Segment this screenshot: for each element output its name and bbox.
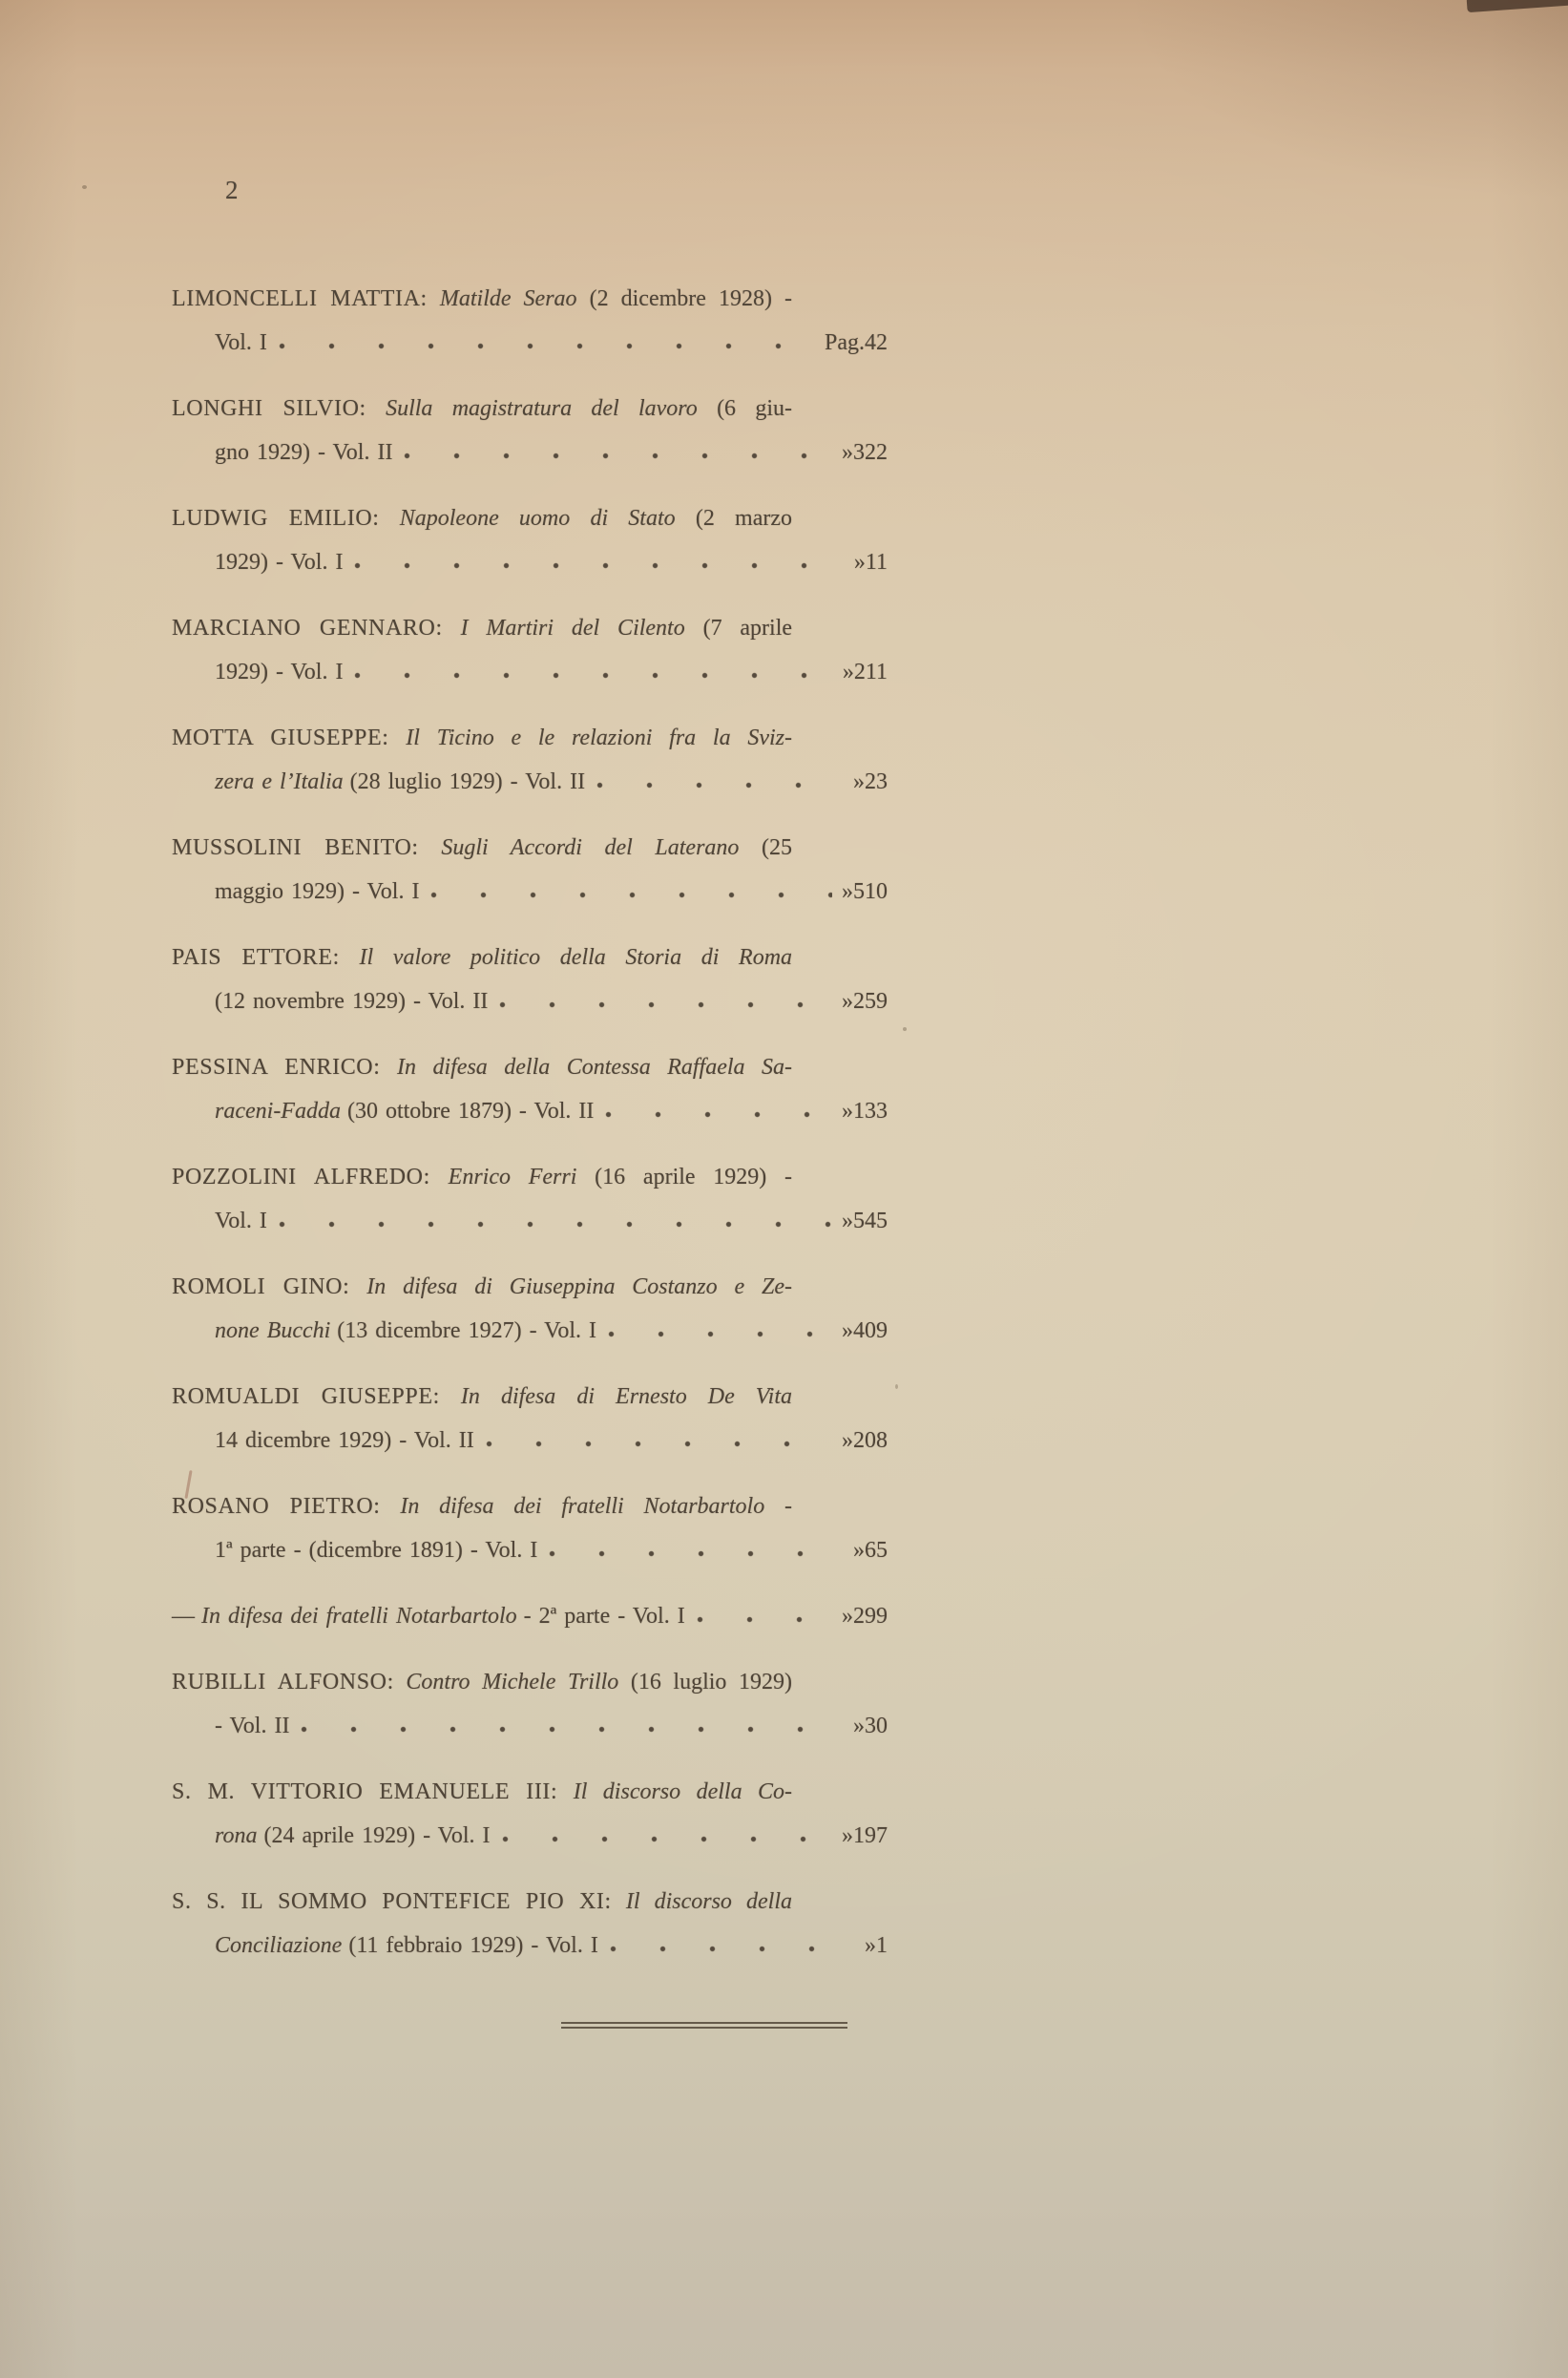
entry-line2	[215, 540, 888, 584]
toc-entry	[172, 936, 888, 1023]
entry-title: Il valore politico della Storia di Roma	[359, 945, 793, 970]
entry-title: In difesa di Ernesto De Vita	[460, 1384, 792, 1409]
entry-date: (16 aprile 1929) -	[595, 1165, 793, 1189]
entry-line1	[172, 1484, 792, 1528]
entry-title: Sugli Accordi del Laterano	[441, 835, 740, 860]
toc-list	[172, 277, 888, 1989]
page-ref-label: »	[842, 660, 854, 684]
entry-line2	[215, 1309, 888, 1353]
page-ref-number: 211	[853, 660, 888, 684]
entry-title-continued: In difesa dei fratelli Notarbartolo	[201, 1604, 517, 1629]
page-ref-number: 208	[853, 1428, 888, 1453]
entry-volume: (13 dicembre 1927) - Vol. I	[337, 1318, 597, 1343]
entry-author: LUDWIG EMILIO:	[172, 506, 380, 531]
toc-entry	[172, 1375, 888, 1463]
entry-line2	[215, 431, 888, 474]
toc-entry	[172, 1660, 888, 1748]
entry-title: In difesa dei fratelli Notarbartolo -	[400, 1494, 792, 1519]
page-ref-label: »	[853, 769, 865, 794]
page-ref-number: 23	[865, 769, 888, 794]
entry-line1	[172, 1045, 792, 1089]
entry-line2	[215, 1814, 888, 1858]
dot-leader	[549, 1550, 844, 1557]
page-ref-number: 1	[876, 1933, 888, 1958]
page-ref-label: »	[842, 1604, 853, 1629]
paper-speck	[895, 1384, 898, 1389]
dot-leader	[279, 343, 815, 349]
toc-entry	[172, 1770, 888, 1858]
entry-volume: Vol. I	[215, 330, 267, 355]
entry-title-continued: raceni-Fadda	[215, 1099, 341, 1124]
dot-leader	[486, 1441, 832, 1447]
entry-title-continued: none Bucchi	[215, 1318, 331, 1343]
page-ref-number: 545	[853, 1209, 888, 1233]
entry-title: In difesa della Contessa Raffaela Sa-	[397, 1055, 793, 1080]
entry-line2	[172, 1594, 888, 1638]
entry-line1	[172, 1880, 792, 1924]
entry-volume: 1929) - Vol. I	[215, 550, 344, 575]
dot-leader	[404, 452, 832, 459]
page-ref-label: »	[842, 1428, 853, 1453]
entry-volume: - 2ª parte - Vol. I	[523, 1604, 685, 1629]
entry-volume: 14 dicembre 1929) - Vol. II	[215, 1428, 474, 1453]
toc-entry	[172, 387, 888, 474]
dot-leader	[301, 1726, 844, 1733]
page-ref-number: 11	[865, 550, 888, 575]
entry-volume: Vol. I	[215, 1209, 267, 1233]
entry-title: Il Ticino e le relazioni fra la Sviz-	[406, 726, 793, 750]
entry-line2	[215, 1199, 888, 1243]
dot-leader	[596, 782, 844, 789]
entry-date: (16 luglio 1929)	[630, 1670, 792, 1694]
entry-volume: (30 ottobre 1879) - Vol. II	[346, 1099, 595, 1124]
dot-leader	[430, 892, 832, 898]
entry-line2	[215, 870, 888, 914]
page-corner-shadow	[1467, 0, 1568, 12]
paper-speck	[82, 185, 87, 189]
page-ref-label: »	[842, 1099, 853, 1124]
entry-line2	[215, 650, 888, 694]
entry-line1	[172, 1375, 792, 1419]
entry-line1	[172, 606, 792, 650]
page-number: 2	[225, 176, 239, 204]
end-divider-rule	[561, 2022, 847, 2029]
page-ref-number: 30	[865, 1714, 888, 1738]
toc-entry	[172, 716, 888, 804]
entry-line1	[172, 1265, 792, 1309]
entry-date: (2 marzo	[695, 506, 793, 531]
entry-title: Matilde Serao	[439, 286, 577, 311]
page-ref-label: »	[842, 1823, 853, 1848]
entry-line2	[215, 1419, 888, 1463]
entry-author: LIMONCELLI MATTIA:	[172, 286, 428, 311]
dot-leader	[610, 1946, 855, 1952]
toc-entry	[172, 496, 888, 584]
page-ref-number: 299	[853, 1604, 888, 1629]
dot-leader	[502, 1836, 832, 1842]
entry-title: Napoleone uomo di Stato	[399, 506, 676, 531]
toc-entry	[172, 1880, 888, 1968]
toc-entry	[172, 1045, 888, 1133]
entry-line1	[172, 1155, 792, 1199]
entry-volume: (24 aprile 1929) - Vol. I	[263, 1823, 491, 1848]
entry-title: Contro Michele Trillo	[406, 1670, 619, 1694]
entry-title-continued: rona	[215, 1823, 258, 1848]
page-ref-number: 65	[865, 1538, 888, 1563]
dot-leader	[354, 562, 844, 569]
page-ref-number: 259	[853, 989, 888, 1014]
entry-dash: —	[172, 1604, 195, 1629]
dot-leader	[499, 1001, 832, 1008]
entry-author: S. M. VITTORIO EMANUELE III:	[172, 1779, 558, 1804]
entry-volume: 1929) - Vol. I	[215, 660, 344, 684]
entry-author: RUBILLI ALFONSO:	[172, 1670, 394, 1694]
page-ref-label: Pag.	[825, 330, 865, 355]
entry-author: S. S. IL SOMMO PONTEFICE PIO XI:	[172, 1889, 612, 1914]
page-ref-number: 510	[853, 879, 888, 904]
toc-entry	[172, 1155, 888, 1243]
entry-line2	[215, 1528, 888, 1572]
entry-line1	[172, 936, 792, 979]
entry-line1	[172, 277, 792, 321]
page-ref-number: 133	[853, 1099, 888, 1124]
page-ref-label: »	[842, 1318, 853, 1343]
toc-entry	[172, 1594, 888, 1638]
entry-line2	[215, 321, 888, 365]
entry-date: (7 aprile	[702, 616, 793, 641]
entry-line1	[172, 1770, 792, 1814]
page-ref-number: 409	[853, 1318, 888, 1343]
entry-volume: maggio 1929) - Vol. I	[215, 879, 420, 904]
entry-volume: (12 novembre 1929) - Vol. II	[215, 989, 489, 1014]
page-ref-number: 42	[865, 330, 888, 355]
entry-volume: - Vol. II	[215, 1714, 290, 1738]
entry-date: (2 dicembre 1928) -	[589, 286, 792, 311]
entry-line1	[172, 496, 792, 540]
dot-leader	[354, 672, 832, 679]
page-ref-number: 322	[853, 440, 888, 465]
entry-line1	[172, 826, 792, 870]
page-ref-label: »	[842, 989, 853, 1014]
entry-author: LONGHI SILVIO:	[172, 396, 366, 421]
entry-author: ROMOLI GINO:	[172, 1274, 350, 1299]
entry-volume: gno 1929) - Vol. II	[215, 440, 393, 465]
page-ref-label: »	[842, 879, 853, 904]
entry-line1	[172, 387, 792, 431]
entry-title-continued: zera e l’Italia	[215, 769, 344, 794]
entry-title: I Martiri del Cilento	[460, 616, 685, 641]
entry-line1	[172, 1660, 792, 1704]
entry-line2	[215, 1704, 888, 1748]
page-ref-label: »	[853, 550, 866, 575]
entry-author: MARCIANO GENNARO:	[172, 616, 443, 641]
toc-entry	[172, 826, 888, 914]
entry-author: PESSINA ENRICO:	[172, 1055, 381, 1080]
entry-title: Il discorso della	[625, 1889, 792, 1914]
dot-leader	[608, 1331, 832, 1337]
paper-speck	[903, 1027, 907, 1031]
page-ref-label: »	[853, 1538, 865, 1563]
entry-line1	[172, 716, 792, 760]
entry-title: Enrico Ferri	[448, 1165, 577, 1189]
entry-line2	[215, 1089, 888, 1133]
entry-date: (6 giu-	[717, 396, 793, 421]
entry-volume: (28 luglio 1929) - Vol. II	[349, 769, 586, 794]
dot-leader	[697, 1616, 832, 1623]
entry-line2	[215, 979, 888, 1023]
entry-author: MOTTA GIUSEPPE:	[172, 726, 389, 750]
entry-author: MUSSOLINI BENITO:	[172, 835, 419, 860]
toc-entry	[172, 1484, 888, 1572]
page-ref-number: 197	[853, 1823, 888, 1848]
page-ref-label: »	[865, 1933, 876, 1958]
entry-volume: 1ª parte - (dicembre 1891) - Vol. I	[215, 1538, 538, 1563]
entry-author: POZZOLINI ALFREDO:	[172, 1165, 430, 1189]
entry-title: In difesa di Giuseppina Costanzo e Ze-	[366, 1274, 792, 1299]
toc-entry	[172, 277, 888, 365]
entry-date: (25	[762, 835, 793, 860]
dot-leader	[279, 1221, 832, 1228]
entry-line2	[215, 760, 888, 804]
dot-leader	[605, 1111, 832, 1118]
page-ref-label: »	[842, 1209, 853, 1233]
page-ref-label: »	[853, 1714, 865, 1738]
entry-author: ROSANO PIETRO:	[172, 1494, 381, 1519]
entry-author: ROMUALDI GIUSEPPE:	[172, 1384, 440, 1409]
toc-entry	[172, 1265, 888, 1353]
entry-title: Sulla magistratura del lavoro	[386, 396, 698, 421]
entry-line2	[215, 1924, 888, 1968]
toc-entry	[172, 606, 888, 694]
entry-author: PAIS ETTORE:	[172, 945, 340, 970]
entry-volume: (11 febbraio 1929) - Vol. I	[348, 1933, 598, 1958]
entry-title-continued: Conciliazione	[215, 1933, 343, 1958]
page-ref-label: »	[842, 440, 853, 465]
entry-title: Il discorso della Co-	[573, 1779, 792, 1804]
